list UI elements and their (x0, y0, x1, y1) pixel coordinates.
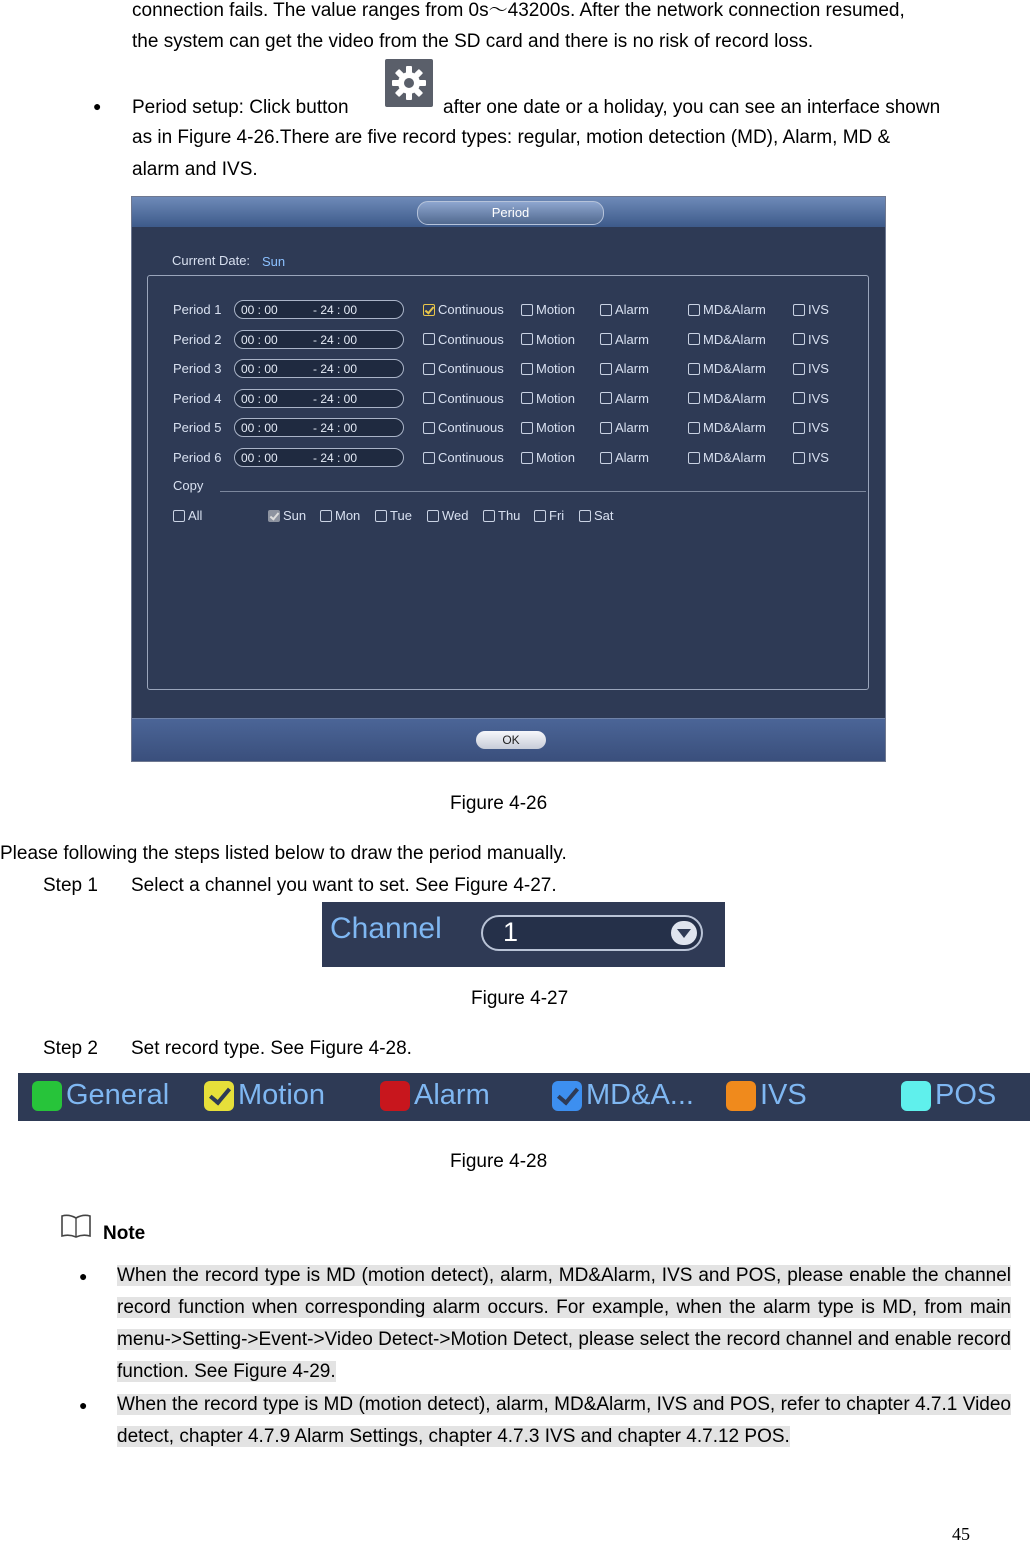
period-text-line-3: alarm and IVS. (132, 159, 258, 180)
checkbox-icon (521, 333, 533, 345)
step-1-text: Select a channel you want to set. See Figure 4-27. (131, 875, 557, 896)
motion-checkbox[interactable]: Motion (521, 391, 575, 406)
alarm-checkbox[interactable]: Alarm (600, 332, 649, 347)
color-swatch (32, 1081, 62, 1111)
legend-label: Alarm (414, 1079, 490, 1111)
alarm-checkbox[interactable]: Alarm (600, 302, 649, 317)
checkbox-icon (521, 363, 533, 375)
checkbox-icon (268, 510, 280, 522)
motion-checkbox[interactable]: Motion (521, 361, 575, 376)
checkbox-icon (600, 333, 612, 345)
period-row (148, 418, 868, 440)
period-time-range[interactable] (234, 359, 404, 378)
copy-label: Copy (173, 478, 204, 493)
legend-item (204, 1079, 325, 1112)
page-number: 45 (952, 1524, 970, 1544)
period-settings-panel (147, 275, 869, 690)
color-swatch (380, 1081, 410, 1111)
checkbox-icon (534, 510, 546, 522)
gear-icon (385, 59, 433, 107)
channel-value: 1 (503, 917, 519, 947)
mdalarm-checkbox[interactable]: MD&Alarm (688, 361, 766, 376)
checkbox-icon (521, 392, 533, 404)
period-row (148, 300, 868, 322)
figure-4-28-caption: Figure 4-28 (450, 1151, 548, 1172)
copy-day-checkbox[interactable]: Tue (375, 508, 412, 523)
checkbox-icon (793, 363, 805, 375)
period-text-line-2: as in Figure 4-26.There are five record types: regular, motion detection (MD), Alarm, MD & (132, 127, 891, 148)
copy-day-checkbox[interactable]: Mon (320, 508, 360, 523)
channel-selector (322, 902, 725, 967)
chevron-down-icon[interactable] (671, 921, 697, 945)
intro-line-2: the system can get the video from the SD card and there is no risk of record loss. (132, 31, 814, 52)
alarm-checkbox[interactable]: Alarm (600, 420, 649, 435)
motion-checkbox[interactable]: Motion (521, 450, 575, 465)
copy-day-checkbox[interactable]: Fri (534, 508, 564, 523)
period-row (148, 359, 868, 381)
period-start: 00 : 00 (241, 421, 278, 436)
legend-label: Motion (238, 1079, 326, 1111)
alarm-checkbox[interactable]: Alarm (600, 450, 649, 465)
checkbox-icon (688, 452, 700, 464)
checkbox-icon (600, 422, 612, 434)
color-swatch (204, 1081, 234, 1111)
copy-day-checkbox[interactable]: Wed (427, 508, 469, 523)
mdalarm-checkbox[interactable]: MD&Alarm (688, 391, 766, 406)
checkbox-icon (173, 510, 185, 522)
channel-label: Channel (330, 912, 442, 945)
color-swatch (552, 1081, 582, 1111)
period-name: Period 3 (173, 361, 222, 377)
mdalarm-checkbox[interactable]: MD&Alarm (688, 332, 766, 347)
checkbox-icon (600, 304, 612, 316)
checkbox-icon (793, 304, 805, 316)
step-2-text: Set record type. See Figure 4-28. (131, 1038, 412, 1059)
period-end: - 24 : 00 (313, 303, 358, 317)
period-end: - 24 : 00 (313, 332, 358, 347)
steps-intro: Please following the steps listed below to draw the period manually. (0, 843, 567, 864)
period-end: - 24 : 00 (313, 362, 358, 377)
legend-label: MD&A... (586, 1079, 694, 1111)
ivs-checkbox[interactable]: IVS (793, 332, 829, 347)
period-start: 00 : 00 (241, 451, 278, 465)
figure-4-26-caption: Figure 4-26 (450, 793, 548, 814)
checkbox-icon (423, 422, 435, 434)
checkbox-icon (600, 363, 612, 375)
motion-checkbox[interactable]: Motion (521, 302, 575, 317)
note-bullet-2: ● (79, 1397, 88, 1413)
copy-day-checkbox[interactable]: Thu (483, 508, 520, 523)
checkbox-icon (688, 363, 700, 375)
period-start: 00 : 00 (241, 332, 278, 347)
channel-dropdown[interactable] (481, 915, 703, 951)
period-end: - 24 : 00 (313, 451, 358, 465)
checkbox-icon (793, 422, 805, 434)
checkbox-icon (793, 452, 805, 464)
ivs-checkbox[interactable]: IVS (793, 302, 829, 317)
continuous-checkbox[interactable]: Continuous (423, 332, 504, 347)
checkbox-icon (423, 333, 435, 345)
checkbox-icon (423, 392, 435, 404)
continuous-checkbox[interactable]: Continuous (423, 302, 504, 317)
checkbox-icon (521, 452, 533, 464)
ivs-checkbox[interactable]: IVS (793, 450, 829, 465)
period-end: - 24 : 00 (313, 391, 358, 406)
mdalarm-checkbox[interactable]: MD&Alarm (688, 302, 766, 317)
checkbox-icon (423, 452, 435, 464)
checkbox-icon (793, 333, 805, 345)
dialog-footer (132, 718, 885, 761)
dialog-title: Period (417, 201, 604, 225)
note-bullet-1: ● (79, 1268, 88, 1284)
legend-item (726, 1079, 807, 1112)
legend-label: General (66, 1079, 170, 1111)
checkbox-icon (688, 422, 700, 434)
period-time-range[interactable] (234, 300, 404, 319)
checkbox-icon (600, 392, 612, 404)
bullet-dot: ● (93, 98, 102, 114)
current-date-label: Current Date: (172, 253, 251, 268)
checkbox-icon (793, 392, 805, 404)
period-start: 00 : 00 (241, 303, 278, 317)
checkbox-icon (427, 510, 439, 522)
note-title: Note (103, 1223, 146, 1244)
legend-item (32, 1079, 169, 1112)
checkbox-icon (579, 510, 591, 522)
alarm-checkbox[interactable]: Alarm (600, 361, 649, 376)
period-time-range[interactable] (234, 448, 404, 467)
legend-item (380, 1079, 490, 1112)
period-text-before: Period setup: Click button (132, 97, 349, 118)
current-date-value: Sun (262, 254, 286, 269)
period-end: - 24 : 00 (313, 421, 358, 436)
ivs-checkbox[interactable]: IVS (793, 420, 829, 435)
period-text-after: after one date or a holiday, you can see an interface shown (443, 97, 941, 118)
copy-day-checkbox[interactable]: Sun (268, 508, 306, 523)
continuous-checkbox[interactable]: Continuous (423, 450, 504, 465)
figure-4-27-caption: Figure 4-27 (471, 988, 569, 1009)
legend-item (552, 1079, 694, 1112)
legend-label: POS (935, 1079, 997, 1111)
copy-divider (220, 491, 866, 492)
checkbox-icon (483, 510, 495, 522)
checkbox-icon (375, 510, 387, 522)
checkbox-icon (600, 452, 612, 464)
period-row (148, 448, 868, 470)
continuous-checkbox[interactable]: Continuous (423, 391, 504, 406)
period-time-range[interactable] (234, 330, 404, 349)
period-time-range[interactable] (234, 418, 404, 437)
note-item-2: When the record type is MD (motion detect), alarm, MD&Alarm, IVS and POS, refer to chapter 4.7.1 Video detect, chapter 4.7.9 Alarm Settings, chapter 4.7.3 IVS and chapter 4.7.12 POS. (117, 1394, 1011, 1447)
period-name: Period 2 (173, 331, 222, 347)
period-start: 00 : 00 (241, 362, 278, 377)
checkbox-icon (423, 363, 435, 375)
step-2-label: Step 2 (43, 1038, 98, 1059)
checkbox-icon (320, 510, 332, 522)
dialog-header (132, 197, 885, 227)
motion-checkbox[interactable]: Motion (521, 420, 575, 435)
alarm-checkbox[interactable]: Alarm (600, 391, 649, 406)
checkbox-icon (688, 333, 700, 345)
ok-button[interactable]: OK (476, 731, 546, 749)
motion-checkbox[interactable]: Motion (521, 332, 575, 347)
color-swatch (726, 1081, 756, 1111)
note-item-1: When the record type is MD (motion detect), alarm, MD&Alarm, IVS and POS, please enable the channel record function when corresponding alarm occurs. For example, when the alarm type is MD, from main menu->Setting->Event->Video Detect->Motion Detect, please select the record channel and enable record function. See Figure 4-29. (117, 1265, 1011, 1382)
copy-day-checkbox[interactable]: Sat (579, 508, 614, 523)
continuous-checkbox[interactable]: Continuous (423, 420, 504, 435)
step-1-label: Step 1 (43, 875, 98, 896)
period-time-range[interactable] (234, 389, 404, 408)
book-icon (60, 1213, 92, 1244)
mdalarm-checkbox[interactable]: MD&Alarm (688, 450, 766, 465)
continuous-checkbox[interactable]: Continuous (423, 361, 504, 376)
checkbox-icon (521, 304, 533, 316)
intro-line-1: connection fails. The value ranges from 0s～43200s. After the network connection resumed, (132, 0, 905, 21)
ivs-checkbox[interactable]: IVS (793, 361, 829, 376)
period-start: 00 : 00 (241, 391, 278, 406)
legend-item (901, 1079, 996, 1112)
checkbox-icon (521, 422, 533, 434)
ivs-checkbox[interactable]: IVS (793, 391, 829, 406)
period-name: Period 5 (173, 420, 222, 436)
color-swatch (901, 1081, 931, 1111)
mdalarm-checkbox[interactable]: MD&Alarm (688, 420, 766, 435)
legend-label: IVS (760, 1079, 807, 1111)
copy-all-checkbox[interactable]: All (173, 508, 202, 523)
period-dialog (131, 196, 886, 762)
period-name: Period 6 (173, 450, 222, 465)
checkbox-icon (688, 392, 700, 404)
period-row (148, 330, 868, 352)
checkbox-icon (688, 304, 700, 316)
period-row (148, 389, 868, 411)
record-type-legend (18, 1073, 1030, 1121)
period-name: Period 4 (173, 390, 222, 406)
checkbox-icon (423, 304, 435, 316)
period-name: Period 1 (173, 302, 222, 317)
